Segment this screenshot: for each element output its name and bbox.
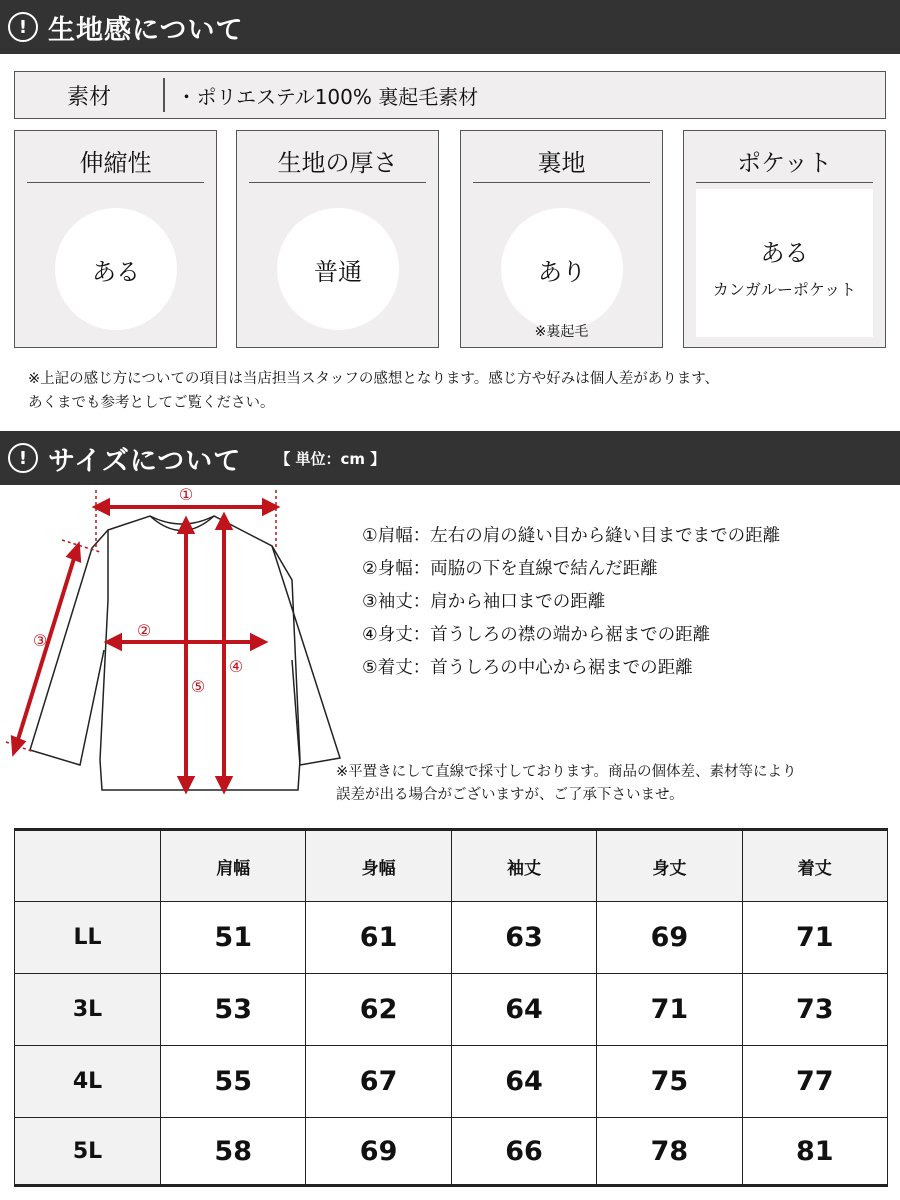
feature-note: ※裏起毛 bbox=[534, 324, 589, 340]
feature-title: ポケット bbox=[696, 143, 873, 183]
shirt-body-outline bbox=[100, 516, 300, 790]
marker-5: ⑤ bbox=[190, 677, 206, 696]
feature-subtext: カンガルーポケット bbox=[712, 280, 857, 299]
table-cell: 73 bbox=[742, 974, 887, 1046]
size-label: 3L bbox=[15, 974, 161, 1046]
legend-item: ⑤着丈：首うしろの中心から裾までの距離 bbox=[362, 658, 693, 678]
arrowhead bbox=[180, 520, 192, 532]
arrowhead bbox=[96, 501, 108, 513]
size-label: LL bbox=[15, 902, 161, 974]
table-cell: 69 bbox=[306, 1118, 451, 1186]
arrowhead bbox=[180, 778, 192, 790]
feature-title: 生地の厚さ bbox=[249, 143, 426, 183]
fabric-section-title: 生地感について bbox=[48, 14, 244, 46]
table-cell: 81 bbox=[742, 1118, 887, 1186]
table-cell: 71 bbox=[742, 902, 887, 974]
marker-2: ② bbox=[136, 621, 152, 640]
arrowhead bbox=[264, 501, 276, 513]
shirt-right-sleeve bbox=[272, 546, 340, 765]
unit-label: 【 単位：cm 】 bbox=[275, 449, 386, 468]
table-cell: 61 bbox=[306, 902, 451, 974]
feature-value: ある bbox=[55, 208, 177, 330]
table-row bbox=[15, 1118, 888, 1186]
size-note-line: 誤差が出る場合がございますが、ご了承下さいませ。 bbox=[336, 787, 684, 803]
table-cell: 58 bbox=[161, 1118, 306, 1186]
fabric-section-header bbox=[0, 0, 900, 54]
size-section-title: サイズについて bbox=[48, 445, 242, 477]
arrowhead bbox=[252, 636, 264, 648]
material-label: 素材 bbox=[66, 84, 111, 110]
column-header: 身丈 bbox=[597, 830, 742, 902]
feature-title: 伸縮性 bbox=[27, 143, 204, 183]
table-cell: 51 bbox=[161, 902, 306, 974]
size-note-line: ※平置きにして直線で採寸しております。商品の個体差、素材等により bbox=[336, 764, 797, 780]
material-row bbox=[14, 71, 886, 119]
arrowhead bbox=[218, 778, 230, 790]
marker-1: ① bbox=[178, 485, 194, 504]
column-header: 袖丈 bbox=[451, 830, 596, 902]
table-cell: 64 bbox=[451, 1046, 596, 1118]
table-row bbox=[15, 974, 888, 1046]
table-cell: 53 bbox=[161, 974, 306, 1046]
size-label: 5L bbox=[15, 1118, 161, 1186]
table-cell: 62 bbox=[306, 974, 451, 1046]
arrowhead bbox=[108, 636, 120, 648]
material-value: ・ポリエステル100% 裏起毛素材 bbox=[176, 84, 479, 109]
arrowhead bbox=[69, 546, 79, 560]
table-cell: 67 bbox=[306, 1046, 451, 1118]
feature-value: ある bbox=[760, 239, 809, 267]
feature-pocket bbox=[683, 130, 886, 348]
table-cell: 78 bbox=[597, 1118, 742, 1186]
arrowhead bbox=[218, 516, 230, 528]
table-cell: 63 bbox=[451, 902, 596, 974]
arrowhead bbox=[13, 738, 23, 752]
size-section-header bbox=[0, 431, 900, 485]
feature-value: 普通 bbox=[277, 208, 399, 330]
legend-item: ②身幅：両脇の下を直線で結んだ距離 bbox=[362, 559, 658, 579]
feature-stretch bbox=[14, 130, 217, 348]
size-table bbox=[14, 828, 888, 1187]
table-cell: 69 bbox=[597, 902, 742, 974]
feature-lining bbox=[460, 130, 663, 348]
table-cell: 75 bbox=[597, 1046, 742, 1118]
column-header: 肩幅 bbox=[161, 830, 306, 902]
table-cell: 55 bbox=[161, 1046, 306, 1118]
disclaimer-line: あくまでも参考としてご覧ください。 bbox=[28, 395, 275, 411]
feature-value: あり bbox=[501, 208, 623, 330]
table-header-row bbox=[15, 830, 888, 902]
exclamation-icon: ! bbox=[8, 12, 38, 42]
column-header: 着丈 bbox=[742, 830, 887, 902]
table-row bbox=[15, 1046, 888, 1118]
table-corner-cell bbox=[15, 830, 161, 902]
column-header: 身幅 bbox=[306, 830, 451, 902]
feature-thickness bbox=[236, 130, 439, 348]
exclamation-icon: ! bbox=[8, 443, 38, 473]
size-note bbox=[336, 761, 797, 807]
measurement-legend bbox=[362, 520, 780, 685]
shirt-measurement-diagram bbox=[0, 480, 345, 800]
material-divider bbox=[163, 78, 165, 112]
table-cell: 71 bbox=[597, 974, 742, 1046]
table-cell: 64 bbox=[451, 974, 596, 1046]
legend-item: ①肩幅：左右の肩の縫い目から縫い目までまでの距離 bbox=[362, 526, 781, 546]
marker-3: ③ bbox=[32, 631, 48, 650]
feature-title: 裏地 bbox=[473, 143, 650, 183]
table-row bbox=[15, 902, 888, 974]
table-cell: 66 bbox=[451, 1118, 596, 1186]
legend-item: ③袖丈：肩から袖口までの距離 bbox=[362, 592, 606, 612]
fabric-disclaimer bbox=[28, 367, 719, 415]
disclaimer-line: ※上記の感じ方についての項目は当店担当スタッフの感想となります。感じ方や好みは個人差があります、 bbox=[28, 371, 720, 387]
table-cell: 77 bbox=[742, 1046, 887, 1118]
size-label: 4L bbox=[15, 1046, 161, 1118]
legend-item: ④身丈：首うしろの襟の端から裾までの距離 bbox=[362, 625, 711, 645]
marker-4: ④ bbox=[228, 657, 244, 676]
